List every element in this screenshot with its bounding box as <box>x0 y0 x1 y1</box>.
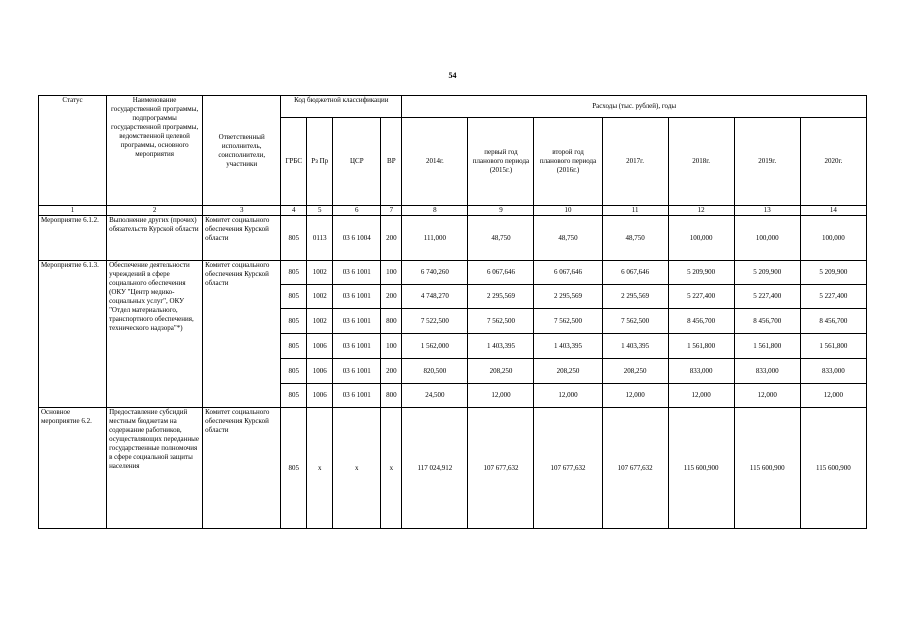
cell-2018: 12,000 <box>668 384 734 408</box>
col-number: 1 <box>39 206 107 216</box>
cell-2017: 7 562,500 <box>602 309 668 334</box>
col-number: 8 <box>402 206 468 216</box>
cell-2020: 115 600,900 <box>800 408 866 529</box>
page-number: 54 <box>448 71 457 80</box>
row-responsible: Комитет социального обеспечения Курской области <box>203 261 281 408</box>
cell-vr: 200 <box>381 285 402 309</box>
cell-2018: 833,000 <box>668 359 734 384</box>
cell-2017: 208,250 <box>602 359 668 384</box>
cell-2020: 5 227,400 <box>800 285 866 309</box>
cell-grbs: 805 <box>281 408 307 529</box>
cell-2014: 24,500 <box>402 384 468 408</box>
budget-table <box>38 95 867 529</box>
table-row <box>39 216 867 261</box>
row-name: Выполнение других (прочих) обязательств Курской области <box>107 216 203 261</box>
col-number: 4 <box>281 206 307 216</box>
cell-2018: 100,000 <box>668 216 734 261</box>
cell-2020: 12,000 <box>800 384 866 408</box>
cell-2015: 12,000 <box>468 384 534 408</box>
col-number: 12 <box>668 206 734 216</box>
cell-2015: 107 677,632 <box>468 408 534 529</box>
col-number: 14 <box>800 206 866 216</box>
header-expenses-group: Расходы (тыс. рублей), годы <box>402 96 867 118</box>
cell-2019: 100,000 <box>734 216 800 261</box>
header-y2018: 2018г. <box>668 118 734 206</box>
header-csr: ЦСР <box>333 118 381 206</box>
header-y2017: 2017г. <box>602 118 668 206</box>
cell-2019: 5 227,400 <box>734 285 800 309</box>
header-y2020: 2020г. <box>800 118 866 206</box>
cell-csr: 03 6 1001 <box>333 384 381 408</box>
cell-2015: 48,750 <box>468 216 534 261</box>
cell-2018: 115 600,900 <box>668 408 734 529</box>
cell-vr: 800 <box>381 309 402 334</box>
cell-2016: 107 677,632 <box>534 408 602 529</box>
cell-2018: 1 561,800 <box>668 334 734 359</box>
cell-csr: 03 6 1001 <box>333 285 381 309</box>
cell-rzpr: 1006 <box>307 334 333 359</box>
cell-2016: 7 562,500 <box>534 309 602 334</box>
header-y2016: второй год планового периода (2016г.) <box>534 118 602 206</box>
cell-2016: 6 067,646 <box>534 261 602 285</box>
cell-grbs: 805 <box>281 261 307 285</box>
cell-2020: 1 561,800 <box>800 334 866 359</box>
cell-2016: 2 295,569 <box>534 285 602 309</box>
col-number: 11 <box>602 206 668 216</box>
cell-csr: x <box>333 408 381 529</box>
col-number: 2 <box>107 206 203 216</box>
cell-2014: 4 748,270 <box>402 285 468 309</box>
cell-rzpr: 0113 <box>307 216 333 261</box>
cell-grbs: 805 <box>281 285 307 309</box>
cell-2020: 5 209,900 <box>800 261 866 285</box>
cell-2017: 2 295,569 <box>602 285 668 309</box>
cell-vr: x <box>381 408 402 529</box>
col-number: 10 <box>534 206 602 216</box>
header-responsible: Ответственный исполнитель, соисполнители, участники <box>203 96 281 206</box>
cell-2019: 12,000 <box>734 384 800 408</box>
cell-vr: 100 <box>381 334 402 359</box>
col-number: 9 <box>468 206 534 216</box>
row-status: Мероприятие 6.1.2. <box>39 216 107 261</box>
cell-vr: 200 <box>381 359 402 384</box>
cell-2019: 833,000 <box>734 359 800 384</box>
row-name: Обеспечение деятельности учреждений в сфере социального обеспечения (ОКУ "Центр медико-социальных услуг", ОКУ "Отдел материального, транспортного обеспечения, технического надзора"*) <box>107 261 203 408</box>
col-number: 6 <box>333 206 381 216</box>
row-status: Мероприятие 6.1.3. <box>39 261 107 408</box>
header-code-group: Код бюджетной классификации <box>281 96 402 118</box>
col-number: 7 <box>381 206 402 216</box>
cell-rzpr: 1002 <box>307 261 333 285</box>
cell-2014: 7 522,500 <box>402 309 468 334</box>
cell-2018: 5 209,900 <box>668 261 734 285</box>
cell-vr: 100 <box>381 261 402 285</box>
cell-2014: 1 562,000 <box>402 334 468 359</box>
header-y2019: 2019г. <box>734 118 800 206</box>
cell-grbs: 805 <box>281 309 307 334</box>
cell-2019: 1 561,800 <box>734 334 800 359</box>
cell-2016: 12,000 <box>534 384 602 408</box>
cell-2017: 6 067,646 <box>602 261 668 285</box>
cell-2016: 1 403,395 <box>534 334 602 359</box>
row-status: Основное мероприятие 6.2. <box>39 408 107 529</box>
cell-2017: 48,750 <box>602 216 668 261</box>
cell-grbs: 805 <box>281 334 307 359</box>
cell-vr: 800 <box>381 384 402 408</box>
row-responsible: Комитет социального обеспечения Курской области <box>203 216 281 261</box>
col-number: 13 <box>734 206 800 216</box>
cell-2019: 8 456,700 <box>734 309 800 334</box>
column-numbers-row <box>39 206 867 216</box>
cell-rzpr: x <box>307 408 333 529</box>
cell-2020: 100,000 <box>800 216 866 261</box>
cell-2019: 5 209,900 <box>734 261 800 285</box>
header-rzpr: Рз Пр <box>307 118 333 206</box>
cell-rzpr: 1006 <box>307 359 333 384</box>
cell-2015: 208,250 <box>468 359 534 384</box>
cell-rzpr: 1002 <box>307 285 333 309</box>
cell-csr: 03 6 1001 <box>333 334 381 359</box>
cell-2015: 6 067,646 <box>468 261 534 285</box>
cell-2018: 5 227,400 <box>668 285 734 309</box>
cell-grbs: 805 <box>281 216 307 261</box>
cell-2017: 1 403,395 <box>602 334 668 359</box>
cell-2019: 115 600,900 <box>734 408 800 529</box>
cell-2014: 820,500 <box>402 359 468 384</box>
cell-2014: 6 740,260 <box>402 261 468 285</box>
cell-2018: 8 456,700 <box>668 309 734 334</box>
header-name: Наименование государственной программы, подпрограммы государственной программы, ведомственной целевой программы, основного мероприятия <box>107 96 203 206</box>
table-row <box>39 408 867 529</box>
cell-2020: 8 456,700 <box>800 309 866 334</box>
cell-2014: 117 024,912 <box>402 408 468 529</box>
header-grbs: ГРБС <box>281 118 307 206</box>
cell-2015: 7 562,500 <box>468 309 534 334</box>
cell-csr: 03 6 1001 <box>333 261 381 285</box>
cell-vr: 200 <box>381 216 402 261</box>
cell-2016: 48,750 <box>534 216 602 261</box>
col-number: 3 <box>203 206 281 216</box>
cell-2014: 111,000 <box>402 216 468 261</box>
cell-grbs: 805 <box>281 384 307 408</box>
header-vr: ВР <box>381 118 402 206</box>
table-row <box>39 261 867 285</box>
cell-csr: 03 6 1004 <box>333 216 381 261</box>
cell-rzpr: 1002 <box>307 309 333 334</box>
cell-2017: 107 677,632 <box>602 408 668 529</box>
header-y2015: первый год планового периода (2015г.) <box>468 118 534 206</box>
cell-2015: 1 403,395 <box>468 334 534 359</box>
header-y2014: 2014г. <box>402 118 468 206</box>
cell-2015: 2 295,569 <box>468 285 534 309</box>
cell-csr: 03 6 1001 <box>333 309 381 334</box>
row-name: Предоставление субсидий местным бюджетам на содержание работников, осуществляющих переданные государственные полномочия в сфере социальной защиты населения <box>107 408 203 529</box>
header-status: Статус <box>39 96 107 206</box>
cell-grbs: 805 <box>281 359 307 384</box>
cell-rzpr: 1006 <box>307 384 333 408</box>
cell-2016: 208,250 <box>534 359 602 384</box>
cell-2017: 12,000 <box>602 384 668 408</box>
cell-2020: 833,000 <box>800 359 866 384</box>
cell-csr: 03 6 1001 <box>333 359 381 384</box>
row-responsible: Комитет социального обеспечения Курской области <box>203 408 281 529</box>
col-number: 5 <box>307 206 333 216</box>
